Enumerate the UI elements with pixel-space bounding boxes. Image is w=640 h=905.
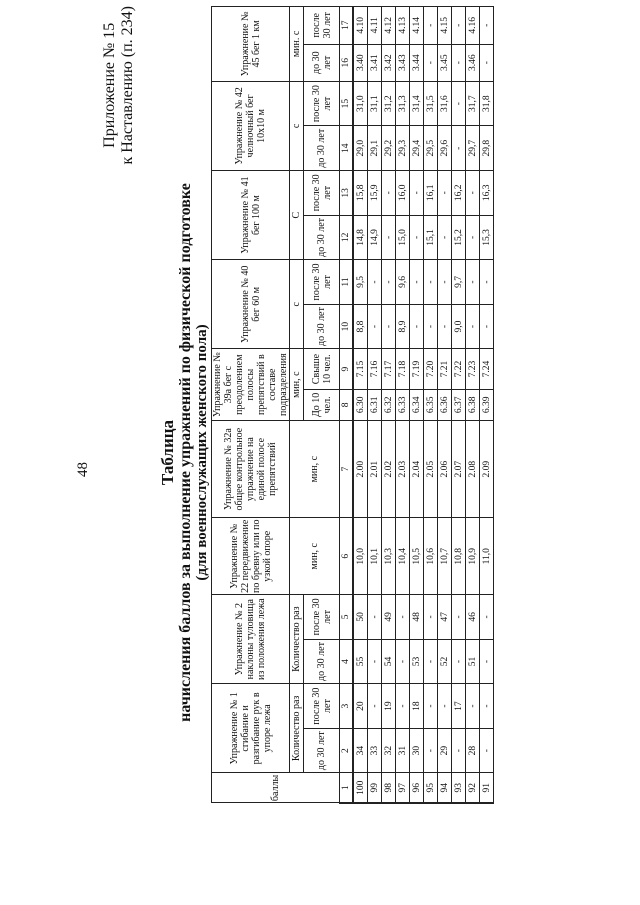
table-cell: 30 <box>410 728 424 773</box>
table-cell: 4.15 <box>438 7 452 45</box>
table-cell: 7.23 <box>466 349 480 389</box>
table-cell: 5 <box>340 595 354 640</box>
table-row <box>438 7 452 804</box>
table-cell: 3.42 <box>382 44 396 81</box>
table-cell: 6.37 <box>452 389 466 420</box>
table-cell: - <box>396 684 410 729</box>
table-cell: - <box>452 81 466 126</box>
table-cell: - <box>480 260 494 305</box>
table-cell: 31,7 <box>466 81 480 126</box>
table-cell: 2.09 <box>480 420 494 517</box>
table-cell: 2 <box>340 728 354 773</box>
table-cell: 29 <box>438 728 452 773</box>
table-cell: 2.06 <box>438 420 452 517</box>
points-cell: 95 <box>424 773 438 803</box>
table-cell: 29,6 <box>438 126 452 171</box>
table-cell: 10,3 <box>382 518 396 595</box>
table-cell: - <box>368 639 382 684</box>
header-ex40: Упражнение № 40 бег 60 м <box>212 260 290 349</box>
table-cell: 31,3 <box>396 81 410 126</box>
table-cell: 3.40 <box>353 44 368 81</box>
points-cell: 94 <box>438 773 452 803</box>
table-cell: 3.45 <box>438 44 452 81</box>
unit-ex1: Количество раз <box>290 684 304 773</box>
table-cell: 18 <box>410 684 424 729</box>
appendix-line-2: к Наставлению (п. 234) <box>119 6 136 165</box>
table-cell: 31,0 <box>353 81 368 126</box>
table-cell: 15,8 <box>353 171 368 216</box>
table-cell: - <box>424 684 438 729</box>
table-cell: 10,6 <box>424 518 438 595</box>
table-cell: 4.16 <box>466 7 480 45</box>
appendix-note <box>101 6 137 165</box>
table-row <box>368 7 382 804</box>
table-cell: 47 <box>438 595 452 640</box>
age-ex41-after30: после 30 лет <box>304 171 340 216</box>
table-cell: - <box>452 126 466 171</box>
table-cell: 3.41 <box>368 44 382 81</box>
table-cell: 19 <box>382 684 396 729</box>
table-cell: 9 <box>340 349 354 389</box>
table-cell: 54 <box>382 639 396 684</box>
table-cell: - <box>410 304 424 349</box>
table-cell: 7.24 <box>480 349 494 389</box>
table-cell: - <box>438 684 452 729</box>
table-cell: 2.01 <box>368 420 382 517</box>
points-cell: 99 <box>368 773 382 803</box>
table-cell: - <box>368 684 382 729</box>
table-cell: - <box>382 215 396 260</box>
table-cell: - <box>410 260 424 305</box>
table-cell: - <box>396 595 410 640</box>
table-cell: 31,6 <box>438 81 452 126</box>
table-cell: 48 <box>410 595 424 640</box>
unit-ex45: мин. с <box>290 7 304 82</box>
table-cell: - <box>480 44 494 81</box>
table-cell: - <box>382 260 396 305</box>
points-cell: 98 <box>382 773 396 803</box>
table-cell: 6.31 <box>368 389 382 420</box>
table-cell: - <box>452 595 466 640</box>
table-cell: 49 <box>382 595 396 640</box>
table-cell: 6.38 <box>466 389 480 420</box>
table-cell: 55 <box>353 639 368 684</box>
table-cell: - <box>480 304 494 349</box>
unit-ex22: мин, с <box>290 518 340 595</box>
unit-ex41: С <box>290 171 304 260</box>
table-cell: - <box>452 639 466 684</box>
table-cell: 17 <box>452 684 466 729</box>
table-cell: 31,5 <box>424 81 438 126</box>
age-ex2-after30: после 30 лет <box>304 595 340 640</box>
age-ex40-do30: до 30 лет <box>304 304 340 349</box>
table-row <box>424 7 438 804</box>
points-cell: 100 <box>353 773 368 803</box>
age-ex42-do30: до 30 лет <box>304 126 340 171</box>
unit-ex39a: мин, с <box>290 349 304 421</box>
table-cell: 2.08 <box>466 420 480 517</box>
age-ex45-do30: до 30 лет <box>304 44 340 81</box>
age-ex1-do30: до 30 лет <box>304 728 340 773</box>
table-row <box>466 7 480 804</box>
table-cell: 7.18 <box>396 349 410 389</box>
unit-ex40: с <box>290 260 304 349</box>
table-cell: 46 <box>466 595 480 640</box>
unit-ex2: Количество раз <box>290 595 304 684</box>
table-cell: 7.17 <box>382 349 396 389</box>
table-subtitle: начисления баллов за выполнение упражнений по физической подготовке <box>177 183 194 722</box>
table-cell: - <box>424 595 438 640</box>
table-cell: 7.20 <box>424 349 438 389</box>
table-cell: 29,1 <box>368 126 382 171</box>
table-cell: 9,5 <box>353 260 368 305</box>
table-row <box>480 7 494 804</box>
table-cell: - <box>438 171 452 216</box>
table-cell: - <box>368 260 382 305</box>
table-cell: 17 <box>340 7 354 45</box>
points-cell: 97 <box>396 773 410 803</box>
table-cell: 16,3 <box>480 171 494 216</box>
page-number: 48 <box>75 462 91 477</box>
table-cell: 51 <box>466 639 480 684</box>
table-cell: 7.19 <box>410 349 424 389</box>
table-cell: 10,0 <box>353 518 368 595</box>
table-cell: 16,0 <box>396 171 410 216</box>
table-cell: 10 <box>340 304 354 349</box>
table-cell: - <box>382 304 396 349</box>
table-cell: 15,9 <box>368 171 382 216</box>
table-cell: 4 <box>340 639 354 684</box>
table-cell: 15,3 <box>480 215 494 260</box>
age-ex1-after30: после 30 лет <box>304 684 340 729</box>
table-cell: 15 <box>340 81 354 126</box>
unit-ex42: с <box>290 81 304 170</box>
table-cell: 10,7 <box>438 518 452 595</box>
table-cell: 6.30 <box>353 389 368 420</box>
table-cell: - <box>466 171 480 216</box>
table-cell: 9,7 <box>452 260 466 305</box>
table-cell: 15,0 <box>396 215 410 260</box>
table-cell: 7 <box>340 420 354 517</box>
table-cell: 7.15 <box>353 349 368 389</box>
points-cell: 93 <box>452 773 466 803</box>
table-cell: - <box>424 7 438 45</box>
points-cell: 1 <box>340 773 354 803</box>
table-cell: 9,0 <box>452 304 466 349</box>
header-ex41: Упражнение № 41 бег 100 м <box>212 171 290 260</box>
table-cell: 3.44 <box>410 44 424 81</box>
table-cell: 2.05 <box>424 420 438 517</box>
table-cell: 6.35 <box>424 389 438 420</box>
table-cell: 29,0 <box>353 126 368 171</box>
table-body <box>340 7 494 804</box>
table-cell: - <box>480 639 494 684</box>
table-cell: 4.13 <box>396 7 410 45</box>
table-cell: 16,2 <box>452 171 466 216</box>
header-ex45: Упражнение № 45 бег 1 км <box>212 7 290 82</box>
table-cell: 14,9 <box>368 215 382 260</box>
table-cell: 33 <box>368 728 382 773</box>
unit-ex32a: мин, с <box>290 420 340 517</box>
header-ex42: Упражнение № 42 челночный бег 10x10 м <box>212 81 290 170</box>
group-ex39a-over10: Свыше 10 чел. <box>304 349 340 389</box>
points-cell: 96 <box>410 773 424 803</box>
table-cell: 2.03 <box>396 420 410 517</box>
header-ex39a: Упражнение № 39а бег с преодолением полосы препятствий в составе подразделения <box>212 349 290 421</box>
age-ex40-after30: после 30 лет <box>304 260 340 305</box>
table-cell: 11,0 <box>480 518 494 595</box>
table-cell: 6.34 <box>410 389 424 420</box>
table-cell: - <box>424 44 438 81</box>
header-points: баллы <box>212 773 340 803</box>
table-cell: 8,8 <box>353 304 368 349</box>
table-cell: - <box>424 639 438 684</box>
table-cell: - <box>480 7 494 45</box>
table-cell: 14 <box>340 126 354 171</box>
table-cell: 2.00 <box>353 420 368 517</box>
points-cell: 91 <box>480 773 494 803</box>
table-cell: 31,2 <box>382 81 396 126</box>
table-cell: 2.07 <box>452 420 466 517</box>
header-ex22: Упражнение № 22 передвижение по бревну или по узкой опоре <box>212 518 290 595</box>
table-cell: 20 <box>353 684 368 729</box>
table-row <box>410 7 424 804</box>
table-cell: 2.02 <box>382 420 396 517</box>
points-table <box>211 6 494 804</box>
table-cell: - <box>466 684 480 729</box>
table-cell: 50 <box>353 595 368 640</box>
table-cell: 3.43 <box>396 44 410 81</box>
table-row <box>353 7 368 804</box>
table-cell: 31 <box>396 728 410 773</box>
table-cell: - <box>424 260 438 305</box>
table-cell: - <box>368 595 382 640</box>
table-cell: 31,4 <box>410 81 424 126</box>
table-cell: - <box>480 595 494 640</box>
header-ex32a: Упражнение № 32а общее контрольное упражнение на единой полосе препятствий <box>212 420 290 517</box>
table-cell: - <box>438 260 452 305</box>
table-cell: 10,5 <box>410 518 424 595</box>
table-cell: 31,1 <box>368 81 382 126</box>
table-cell: 53 <box>410 639 424 684</box>
table-cell: 7.21 <box>438 349 452 389</box>
table-cell: 32 <box>382 728 396 773</box>
table-cell: - <box>466 304 480 349</box>
table-cell: - <box>396 639 410 684</box>
table-cell: - <box>410 215 424 260</box>
table-cell: 10,4 <box>396 518 410 595</box>
header-ex1: Упражнение № 1 сгибание и разгибание рук в упоре лежа <box>212 684 290 773</box>
table-cell: 4.14 <box>410 7 424 45</box>
table-cell: - <box>466 215 480 260</box>
table-cell: - <box>452 44 466 81</box>
table-cell: - <box>424 728 438 773</box>
table-row <box>396 7 410 804</box>
table-cell: - <box>480 684 494 729</box>
table-cell: - <box>382 171 396 216</box>
table-cell: 4.10 <box>353 7 368 45</box>
table-row <box>452 7 466 804</box>
table-cell: 2.04 <box>410 420 424 517</box>
table-cell: 16,1 <box>424 171 438 216</box>
table-cell: 10,9 <box>466 518 480 595</box>
table-cell: 52 <box>438 639 452 684</box>
table-cell: 15,1 <box>424 215 438 260</box>
table-title: Таблица <box>158 419 177 486</box>
table-cell: 4.11 <box>368 7 382 45</box>
table-cell: 6.32 <box>382 389 396 420</box>
table-cell: - <box>438 304 452 349</box>
table-cell: 10,8 <box>452 518 466 595</box>
table-cell: - <box>480 728 494 773</box>
table-cell: 7.22 <box>452 349 466 389</box>
table-cell: 29,3 <box>396 126 410 171</box>
points-cell: 92 <box>466 773 480 803</box>
table-cell: 29,7 <box>466 126 480 171</box>
table-cell: 15,2 <box>452 215 466 260</box>
age-ex42-after30: после 30 лет <box>304 81 340 126</box>
table-cell: 31,8 <box>480 81 494 126</box>
table-cell: - <box>424 304 438 349</box>
table-cell: 34 <box>353 728 368 773</box>
header-ex2: Упражнение № 2 наклоны туловища из положения лежа <box>212 595 290 684</box>
age-ex2-do30: до 30 лет <box>304 639 340 684</box>
table-cell: 29,4 <box>410 126 424 171</box>
table-cell: 13 <box>340 171 354 216</box>
table-row <box>382 7 396 804</box>
table-cell: 7.16 <box>368 349 382 389</box>
table-cell: 6.36 <box>438 389 452 420</box>
table-cell: - <box>466 260 480 305</box>
table-cell: 8,9 <box>396 304 410 349</box>
table-cell: 11 <box>340 260 354 305</box>
table-cell: 28 <box>466 728 480 773</box>
appendix-line-1: Приложение № 15 <box>101 22 118 148</box>
age-ex45-after30: после 30 лет <box>304 7 340 45</box>
table-cell: - <box>368 304 382 349</box>
age-ex41-do30: до 30 лет <box>304 215 340 260</box>
table-cell: - <box>438 215 452 260</box>
table-cell: 16 <box>340 44 354 81</box>
table-cell: - <box>452 7 466 45</box>
table-cell: 29,8 <box>480 126 494 171</box>
table-cell: 3 <box>340 684 354 729</box>
table-cell: 14,8 <box>353 215 368 260</box>
table-cell: 6 <box>340 518 354 595</box>
table-cell: 6.39 <box>480 389 494 420</box>
table-cell: 4.12 <box>382 7 396 45</box>
table-cell: 12 <box>340 215 354 260</box>
group-ex39a-do10: До 10 чел. <box>304 389 340 420</box>
table-cell: 9,6 <box>396 260 410 305</box>
table-cell: - <box>410 171 424 216</box>
table-cell: 29,2 <box>382 126 396 171</box>
table-cell: 3.46 <box>466 44 480 81</box>
table-cell: - <box>452 728 466 773</box>
table-subtitle-note: (для военнослужащих женского пола) <box>194 324 210 581</box>
table-cell: 8 <box>340 389 354 420</box>
table-cell: 10,1 <box>368 518 382 595</box>
table-cell: 29,5 <box>424 126 438 171</box>
table-cell: 6.33 <box>396 389 410 420</box>
column-number-row <box>340 7 354 804</box>
